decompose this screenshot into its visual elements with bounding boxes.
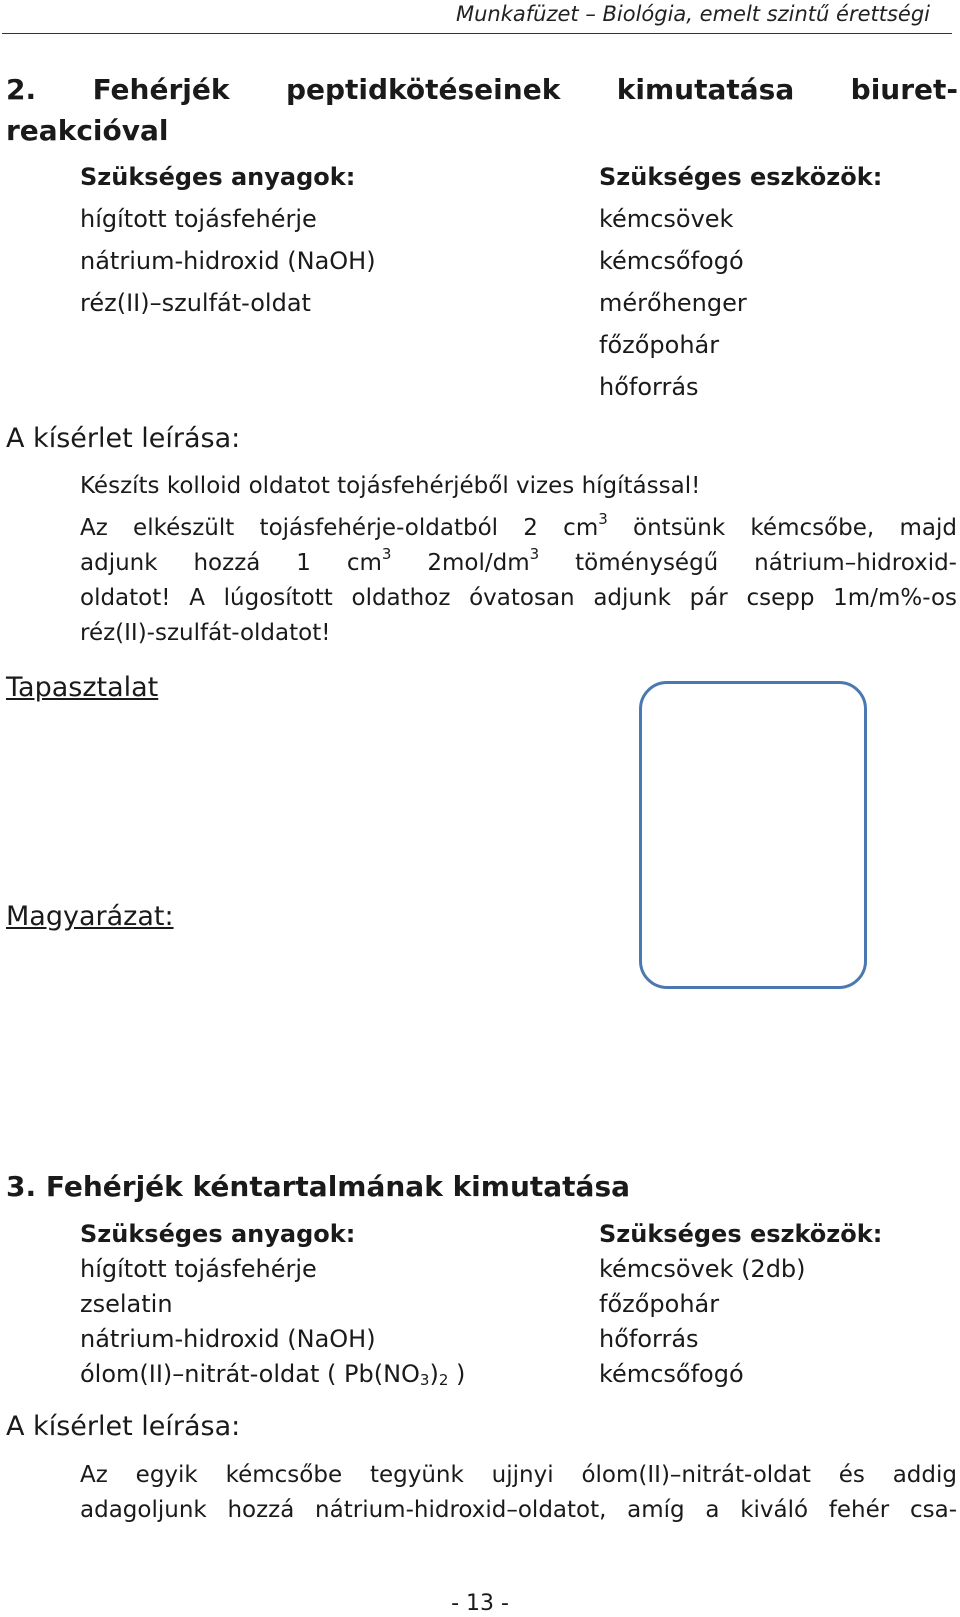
page-number: - 13 - (451, 1591, 509, 1616)
observation-label: Tapasztalat (6, 672, 159, 703)
tool-item: főzőpohár (599, 331, 720, 359)
tool-item: kémcsőfogó (599, 1360, 744, 1388)
section3-procedure (80, 1458, 957, 1528)
section2-procedure-step2 (80, 511, 957, 651)
section3-materials (80, 1217, 465, 1392)
procedure-line: oldatot! A lúgosított oldathoz óvatosan adjunk pár csepp 1m/m%-os (80, 585, 957, 611)
title-word: 2. (6, 73, 37, 106)
procedure-step1: Készíts kolloid oldatot tojásfehérjéből vizes hígítással! (80, 473, 701, 499)
tool-item: kémcsövek (2db) (599, 1255, 806, 1283)
section2-procedure (80, 469, 957, 504)
section3-tools (599, 1217, 882, 1392)
material-item: hígított tojásfehérje (80, 205, 317, 233)
procedure-line: Az elkészült tojásfehérje-oldatból 2 $cm^3$ öntsünk kémcsőbe, majd (80, 510, 957, 541)
tools-heading: Szükséges eszközök: (599, 163, 883, 191)
tool-item: hőforrás (599, 1325, 699, 1353)
tool-item: hőforrás (599, 373, 699, 401)
material-item: hígított tojásfehérje (80, 1255, 317, 1283)
title-word: Fehérjék (92, 73, 230, 106)
materials-heading: Szükséges anyagok: (80, 1220, 356, 1248)
explanation-label: Magyarázat: (6, 901, 174, 932)
section3-description-label: A kísérlet leírása: (6, 1411, 241, 1442)
answer-box[interactable] (639, 681, 867, 989)
materials-heading: Szükséges anyagok: (80, 163, 356, 191)
title-word: biuret- (850, 73, 959, 106)
section2-title-line2: reakcióval (6, 114, 169, 147)
tool-item: mérőhenger (599, 289, 747, 317)
material-item: nátrium-hidroxid (NaOH) (80, 247, 376, 275)
procedure-line: réz(II)-szulfát-oldatot! (80, 620, 331, 646)
procedure-line: adjunk hozzá 1 $cm^3$ $2mol/dm^3$ töménységű nátrium–hidroxid- (80, 545, 957, 576)
tool-item: kémcsőfogó (599, 247, 744, 275)
material-item: ólom(II)–nitrát-oldat ( $Pb(NO_3)_2$ ) (80, 1360, 466, 1389)
tool-item: kémcsövek (599, 205, 734, 233)
material-item: nátrium-hidroxid (NaOH) (80, 1325, 376, 1353)
section2-title-line1 (6, 70, 958, 110)
section3-title: 3. Fehérjék kéntartalmának kimutatása (6, 1170, 631, 1203)
procedure-line: adagoljunk hozzá nátrium-hidroxid–oldatot, amíg a kiváló fehér csa- (80, 1497, 957, 1523)
header-rule (2, 33, 952, 34)
tool-item: főzőpohár (599, 1290, 720, 1318)
material-item: zselatin (80, 1290, 173, 1318)
section2-materials (80, 156, 376, 324)
procedure-line: Az egyik kémcsőbe tegyünk ujjnyi ólom(II)–nitrát-oldat és addig (80, 1462, 957, 1488)
page-header: Munkafüzet – Biológia, emelt szintű érettségi (456, 2, 930, 26)
section2-tools (599, 156, 882, 408)
title-word: kimutatása (616, 73, 795, 106)
title-word: peptidkötéseinek (285, 73, 561, 106)
material-item: réz(II)–szulfát-oldat (80, 289, 311, 317)
section2-description-label: A kísérlet leírása: (6, 423, 241, 454)
tools-heading: Szükséges eszközök: (599, 1220, 883, 1248)
